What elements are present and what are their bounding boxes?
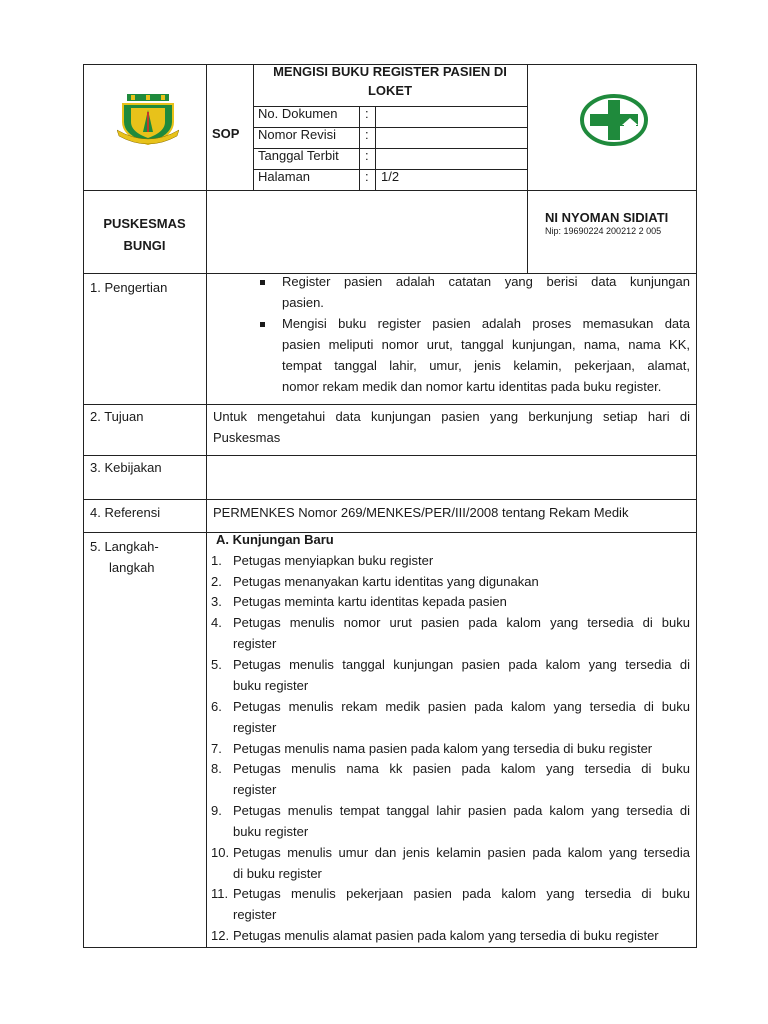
field-sep-no-dokumen: : <box>365 106 369 121</box>
step-number: 3. <box>211 594 222 609</box>
step-text: Petugas menulis tanggal kunjungan pasien pada kalom yang tersedia di <box>233 657 690 672</box>
step-number: 12. <box>211 928 230 943</box>
step-text: Petugas menulis nama pasien pada kalom yang tersedia di buku register <box>233 741 653 756</box>
bullet-icon <box>260 322 265 327</box>
pengertian-bullet1-line1: Register pasien adalah catatan yang berisi data kunjungan <box>282 274 690 289</box>
step-number: 7. <box>211 741 222 756</box>
document-title-line2: LOKET <box>367 83 413 98</box>
step-number: 8. <box>211 761 222 776</box>
field-sep-tanggal-terbit: : <box>365 148 369 163</box>
section-label-tujuan: 2. Tujuan <box>90 409 144 424</box>
step-number: 9. <box>211 803 222 818</box>
referensi-text: PERMENKES Nomor 269/MENKES/PER/III/2008 tentang Rekam Medik <box>213 505 629 520</box>
step-text: Petugas menulis alamat pasien pada kalom yang tersedia di buku register <box>233 928 659 943</box>
pengertian-bullet1-line2: pasien. <box>282 295 324 310</box>
document-title-line1: MENGISI BUKU REGISTER PASIEN DI <box>273 64 507 79</box>
pengertian-bullet2-line1: Mengisi buku register pasien adalah proses memasukan data <box>282 316 690 331</box>
regional-emblem-icon <box>117 92 179 146</box>
step-number: 10. <box>211 845 230 860</box>
field-label-tanggal-terbit: Tanggal Terbit <box>258 148 339 163</box>
step-text-continued: buku register <box>233 824 309 839</box>
step-number: 1. <box>211 553 222 568</box>
step-text: Petugas menulis rekam medik pasien pada kalom yang tersedia di buku <box>233 699 690 714</box>
step-number: 5. <box>211 657 222 672</box>
section-label-referensi: 4. Referensi <box>90 505 161 520</box>
step-number: 6. <box>211 699 222 714</box>
step-text-continued: register <box>233 782 277 797</box>
step-text: Petugas menulis tempat tanggal lahir pasien pada kalom yang tersedia di <box>233 803 690 818</box>
step-number: 4. <box>211 615 222 630</box>
section-label-pengertian: 1. Pengertian <box>90 280 168 295</box>
step-text: Petugas menulis umur dan jenis kelamin pasien pada kalom yang tersedia <box>233 845 690 860</box>
step-text: Petugas menulis nama kk pasien pada kalom yang tersedia di buku <box>233 761 690 776</box>
step-text-continued: di buku register <box>233 866 322 881</box>
pengertian-bullet2-line2: pasien meliputi nomor urut, tanggal kunjungan, nama, nama KK, <box>282 337 690 352</box>
field-sep-halaman: : <box>365 169 369 184</box>
pengertian-bullet2-line3: tempat tanggal lahir, umur, jenis kelamin, pekerjaan, alamat, <box>282 358 690 373</box>
step-text: Petugas menyiapkan buku register <box>233 553 434 568</box>
puskesmas-name-line1: PUSKESMAS <box>103 216 186 231</box>
step-text: Petugas meminta kartu identitas kepada pasien <box>233 594 507 609</box>
step-number: 11. <box>211 886 229 901</box>
step-text-continued: register <box>233 907 277 922</box>
tujuan-line2: Puskesmas <box>213 430 281 445</box>
step-text: Petugas menulis nomor urut pasien pada kalom yang tersedia di buku <box>233 615 690 630</box>
field-label-halaman: Halaman <box>258 169 311 184</box>
field-label-nomor-revisi: Nomor Revisi <box>258 127 337 142</box>
field-sep-nomor-revisi: : <box>365 127 369 142</box>
tujuan-line1: Untuk mengetahui data kunjungan pasien yang berkunjung setiap hari di <box>213 409 690 424</box>
section-label-langkah-line2: langkah <box>109 560 155 575</box>
bullet-icon <box>260 280 265 285</box>
sop-label: SOP <box>212 126 240 141</box>
section-label-langkah: 5. Langkah- <box>90 539 159 554</box>
step-text-continued: buku register <box>233 678 309 693</box>
signer-name: NI NYOMAN SIDIATI <box>545 210 669 225</box>
field-label-no-dokumen: No. Dokumen <box>258 106 338 121</box>
field-value-halaman: 1/2 <box>381 169 400 184</box>
langkah-subheading: A. Kunjungan Baru <box>216 532 334 547</box>
signer-nip: Nip: 19690224 200212 2 005 <box>545 226 662 236</box>
step-text-continued: register <box>233 720 277 735</box>
puskesmas-cross-logo-icon <box>580 94 648 146</box>
step-number: 2. <box>211 574 222 589</box>
step-text-continued: register <box>233 636 277 651</box>
section-label-kebijakan: 3. Kebijakan <box>90 460 162 475</box>
puskesmas-name-line2: BUNGI <box>123 238 166 253</box>
pengertian-bullet2-line4: nomor rekam medik dan nomor kartu identitas pada buku register. <box>282 379 662 394</box>
step-text: Petugas menanyakan kartu identitas yang digunakan <box>233 574 539 589</box>
step-text: Petugas menulis pekerjaan pasien pada kalom yang tersedia di buku <box>233 886 690 901</box>
